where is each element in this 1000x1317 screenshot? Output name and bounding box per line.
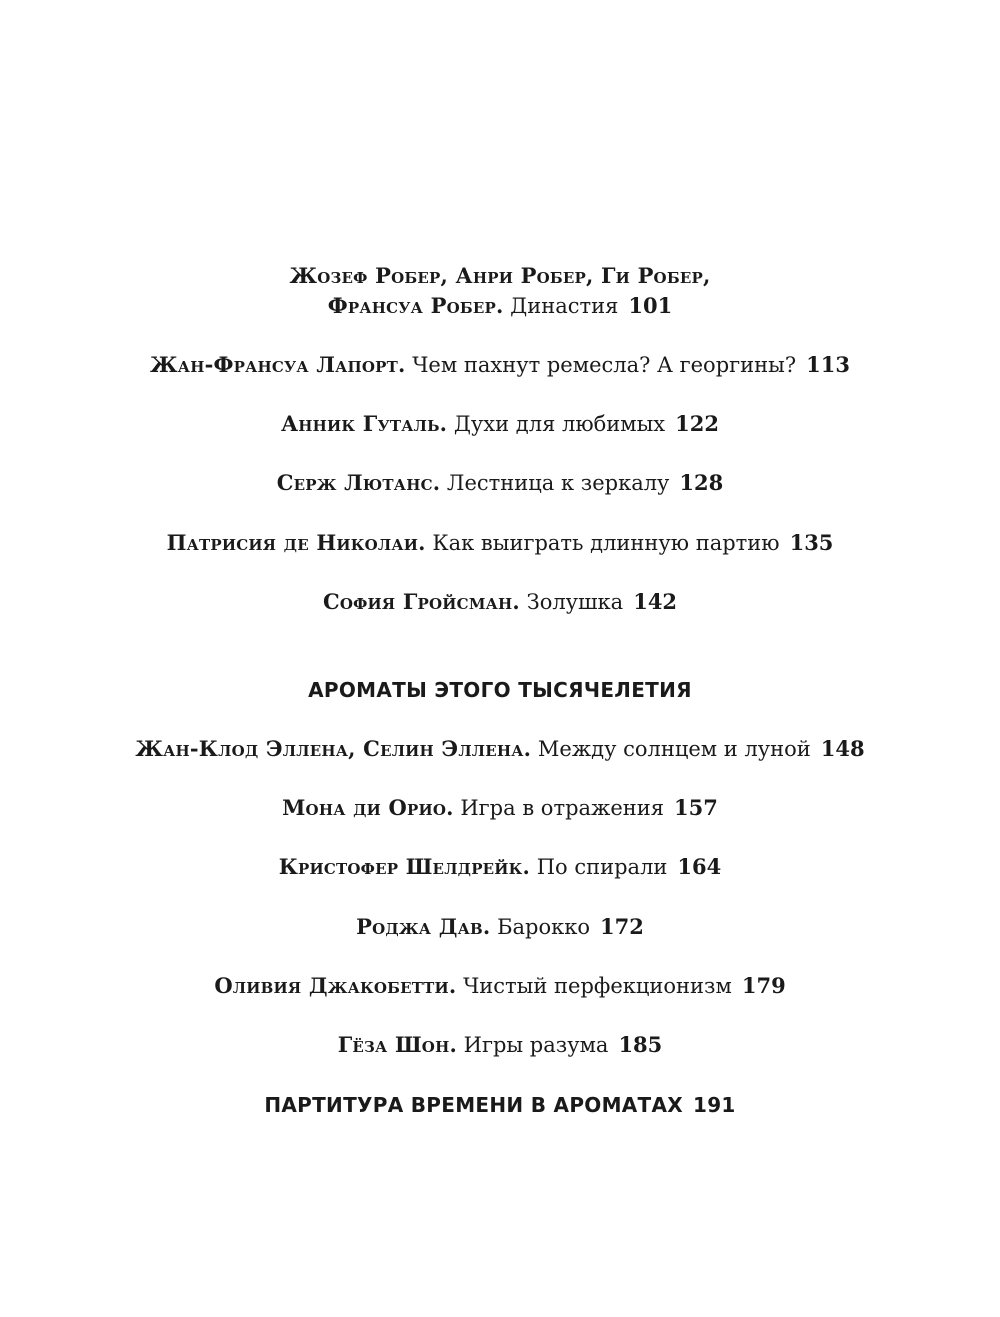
section-heading-millennium[interactable]: АРОМАТЫ ЭТОГО ТЫСЯЧЕЛЕТИЯ: [308, 678, 692, 702]
toc-page-number: 135: [789, 530, 834, 555]
toc-entry-schoen[interactable]: [0, 1030, 1000, 1060]
toc-page-number: 113: [806, 352, 850, 377]
toc-title: Чистый перфекционизм: [463, 974, 732, 998]
toc-author: Кристофер Шелдрейк.: [278, 854, 531, 879]
toc-page-number: 172: [600, 914, 644, 939]
toc-page-number: 179: [741, 973, 786, 998]
toc-page-number: 101: [628, 293, 673, 318]
toc-author: Гёза Шон.: [337, 1032, 457, 1057]
toc-author: Роджа Дав.: [356, 914, 491, 939]
toc-author: Жан-Франсуа Лапорт.: [150, 352, 406, 377]
toc-page-number: 164: [677, 854, 722, 879]
toc-author: Жан-Клод Эллена, Селин Эллена.: [135, 736, 532, 761]
toc-title: По спирали: [536, 855, 668, 879]
toc-page-number: 157: [674, 795, 718, 820]
toc-page-number: 191: [693, 1093, 736, 1117]
toc-title: Игра в отражения: [460, 796, 665, 820]
toc-author: Анник Гуталь.: [280, 411, 448, 436]
toc-entry-ellena[interactable]: [0, 734, 1000, 764]
toc-title: Лестница к зеркалу: [446, 471, 670, 495]
section-title: ПАРТИТУРА ВРЕМЕНИ В АРОМАТАХ: [264, 1093, 683, 1117]
toc-title: Золушка: [526, 590, 624, 614]
toc-entry-dove[interactable]: [0, 912, 1000, 942]
toc-page-number: 185: [618, 1032, 663, 1057]
toc-author: Жозеф Робер, Анри Робер, Ги Робер,: [289, 263, 711, 288]
toc-entry-sheldrake[interactable]: [0, 852, 1000, 882]
toc-entry-di-orio[interactable]: [0, 793, 1000, 823]
toc-entry-robert[interactable]: [0, 291, 1000, 321]
toc-entry-lutens[interactable]: [0, 468, 1000, 498]
toc-title: Игры разума: [463, 1033, 609, 1057]
toc-title: Духи для любимых: [453, 412, 666, 436]
toc-author: София Гройсман.: [322, 589, 520, 614]
toc-author: Патрисия де Николаи.: [166, 530, 426, 555]
toc-title: Между солнцем и луной: [537, 737, 811, 761]
toc-page-number: 128: [679, 470, 724, 495]
toc-author: Серж Лютанс.: [276, 470, 441, 495]
toc-entry-giacobetti[interactable]: [0, 971, 1000, 1001]
toc-title: Династия: [510, 294, 619, 318]
toc-page-number: 122: [675, 411, 719, 436]
toc-entry-goutal[interactable]: [0, 409, 1000, 439]
toc-author: Франсуа Робер.: [327, 293, 504, 318]
toc-title: Чем пахнут ремесла? А георгины?: [412, 353, 797, 377]
toc-author: Оливия Джакобетти.: [214, 973, 457, 998]
toc-page-number: 148: [820, 736, 865, 761]
toc-author: Мона ди Орио.: [282, 795, 454, 820]
toc-page-number: 142: [633, 589, 678, 614]
toc-title: Барокко: [497, 915, 591, 939]
toc-entry-nicolai[interactable]: [0, 528, 1000, 558]
toc-title: Как выиграть длинную партию: [432, 531, 780, 555]
toc-entry-robert-line1: [0, 261, 1000, 291]
section-heading-score[interactable]: [0, 1090, 1000, 1120]
toc-entry-laporte[interactable]: [0, 350, 1000, 380]
toc-entry-groysman[interactable]: [0, 587, 1000, 617]
